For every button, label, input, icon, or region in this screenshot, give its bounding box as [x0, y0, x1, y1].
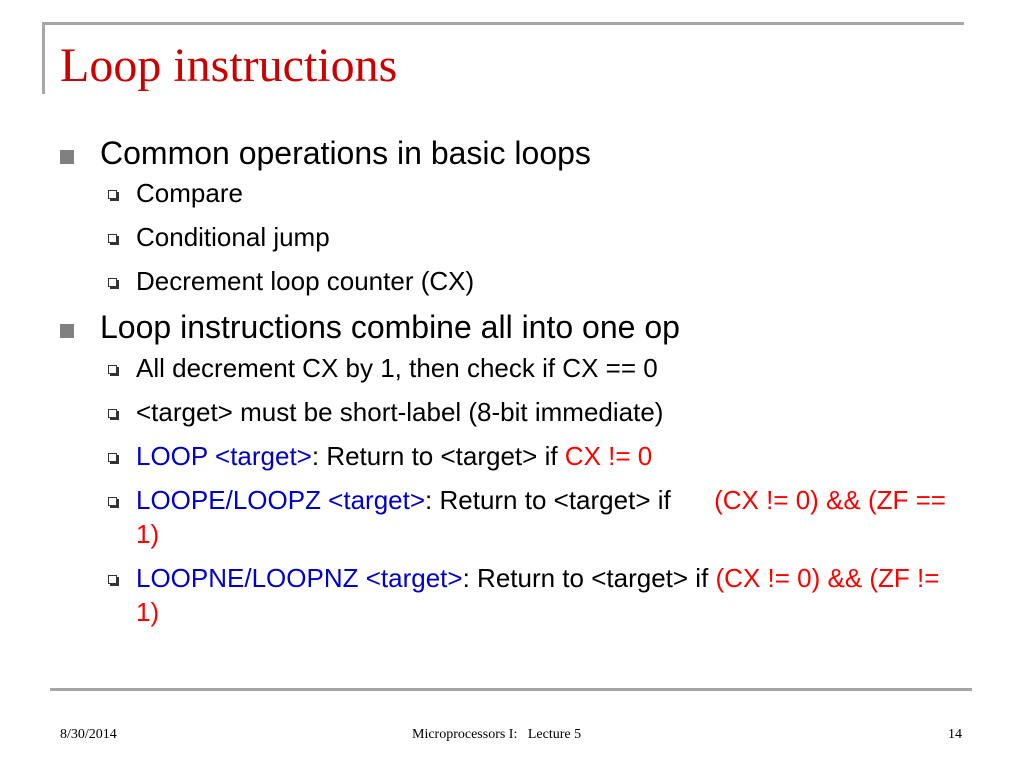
- sub-bullet-loop: [60, 439, 960, 473]
- instruction-description: : Return to <target> if: [462, 562, 716, 593]
- hollow-square-bullet-icon: [108, 453, 117, 462]
- instruction-condition: CX != 0: [564, 440, 653, 471]
- sub-bullet-decrement-counter: [60, 264, 960, 298]
- footer-course-title: Microprocessors I: Lecture 5: [412, 727, 582, 742]
- hollow-square-bullet-icon: [108, 234, 117, 243]
- slide-content: [60, 134, 960, 639]
- footer-page-number: 14: [948, 727, 962, 742]
- instruction-target: <target>: [215, 440, 312, 471]
- sub-bullet-loope: [60, 483, 960, 551]
- bullet-text: Loop instructions combine all into one op: [100, 309, 680, 346]
- frame-top-rule: [42, 22, 964, 25]
- square-bullet-icon: [60, 150, 74, 164]
- hollow-square-bullet-icon: [108, 365, 117, 374]
- instruction-mnemonic: LOOPE/LOOPZ: [136, 484, 329, 515]
- sub-bullet-loopne: [60, 561, 960, 629]
- hollow-square-bullet-icon: [108, 190, 117, 199]
- bullet-common-operations: [60, 134, 960, 172]
- hollow-square-bullet-icon: [108, 278, 117, 287]
- slide-title: Loop instructions: [60, 39, 398, 92]
- instruction-description: : Return to <target> if: [425, 484, 715, 515]
- sub-bullet-text: Decrement loop counter (CX): [136, 266, 475, 297]
- bullet-loop-instructions: [60, 308, 960, 346]
- hollow-square-bullet-icon: [108, 575, 117, 584]
- instruction-target: <target>: [365, 562, 463, 593]
- instruction-target: <target>: [328, 484, 426, 515]
- sub-bullet-compare: [60, 176, 960, 210]
- sub-bullet-short-label: [60, 395, 960, 429]
- instruction-condition: (CX != 0) && (ZF == 1): [136, 484, 946, 549]
- footer-rule: [50, 688, 972, 691]
- hollow-square-bullet-icon: [108, 409, 117, 418]
- sub-bullet-text: Conditional jump: [136, 222, 330, 253]
- instruction-condition: (CX != 0) && (ZF != 1): [136, 562, 940, 627]
- square-bullet-icon: [60, 324, 74, 338]
- sub-bullet-conditional-jump: [60, 220, 960, 254]
- sub-bullet-text: Compare: [136, 178, 243, 209]
- sub-bullet-text: <target> must be short-label (8-bit immediate): [136, 396, 664, 427]
- frame-left-rule: [42, 22, 45, 94]
- footer-date: 8/30/2014: [60, 727, 117, 742]
- hollow-square-bullet-icon: [108, 497, 117, 506]
- instruction-mnemonic: LOOP: [136, 440, 216, 471]
- sub-bullet-decrement-cx: [60, 351, 960, 385]
- bullet-text: Common operations in basic loops: [100, 135, 591, 171]
- instruction-mnemonic: LOOPNE/LOOPNZ: [136, 562, 366, 593]
- instruction-description: : Return to <target> if: [311, 440, 565, 471]
- sub-bullet-text: All decrement CX by 1, then check if CX == 0: [136, 352, 658, 383]
